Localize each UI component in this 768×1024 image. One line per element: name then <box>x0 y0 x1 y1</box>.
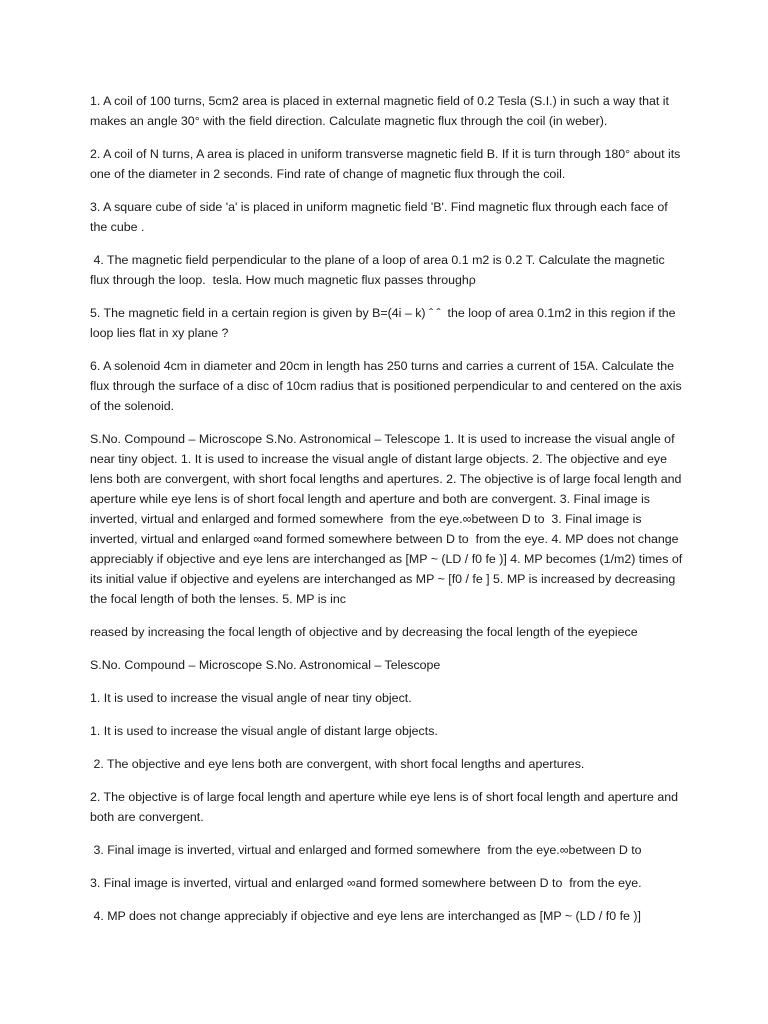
comparison-header: S.No. Compound – Microscope S.No. Astronomical – Telescope <box>90 658 441 672</box>
comparison-continuation: reased by increasing the focal length of objective and by decreasing the focal length of the eyepiece <box>90 625 638 639</box>
question-6: 6. A solenoid 4cm in diameter and 20cm in length has 250 turns and carries a current of 15A. Calculate the flux through the surface of a disc of 10cm radius that is positioned perpendicular to and centered on the axis of the solenoid. <box>90 359 686 413</box>
question-2: 2. A coil of N turns, A area is placed in uniform transverse magnetic field B. If it is turn through 180° about its one of the diameter in 2 seconds. Find rate of change of magnetic flux through the coil. <box>90 147 684 181</box>
microscope-point-1: 1. It is used to increase the visual angle of near tiny object. <box>90 691 412 705</box>
document-body <box>90 91 684 939</box>
telescope-point-2: 2. The objective is of large focal length and aperture while eye lens is of short focal length and aperture and both are convergent. <box>90 790 682 824</box>
telescope-point-3: 3. Final image is inverted, virtual and enlarged ∞and formed somewhere between D to from the eye. <box>90 876 642 890</box>
microscope-point-3: 3. Final image is inverted, virtual and enlarged and formed somewhere from the eye.∞between D to <box>90 843 642 857</box>
question-1: 1. A coil of 100 turns, 5cm2 area is placed in external magnetic field of 0.2 Tesla (S.I.) in such a way that it makes an angle 30° with the field direction. Calculate magnetic flux through the coil (in weber). <box>90 94 673 128</box>
comparison-paragraph: S.No. Compound – Microscope S.No. Astronomical – Telescope 1. It is used to increase the visual angle of near tiny object. 1. It is used to increase the visual angle of distant large objects. 2. The objective and eye lens both are convergent, with short focal lengths and apertures. 2. The objective is of large focal length and aperture while eye lens is of short focal length and aperture and both are convergent. 3. Final image is inverted, virtual and enlarged and formed somewhere from the eye.∞between D to 3. Final image is inverted, virtual and enlarged ∞and formed somewhere between D to from the eye. 4. MP does not change appreciably if objective and eye lens are interchanged as [MP ~ (LD / f0 fe )] 4. MP becomes (1/m2) times of its initial value if objective and eyelens are interchanged as MP ~ [f0 / fe ] 5. MP is increased by decreasing the focal length of both the lenses. 5. MP is inc <box>90 432 686 606</box>
microscope-point-4: 4. MP does not change appreciably if objective and eye lens are interchanged as [MP ~ (LD / f0 fe )] <box>90 909 641 923</box>
telescope-point-1: 1. It is used to increase the visual angle of distant large objects. <box>90 724 438 738</box>
microscope-point-2: 2. The objective and eye lens both are convergent, with short focal lengths and apertures. <box>90 757 585 771</box>
question-3: 3. A square cube of side 'a' is placed in uniform magnetic field 'B'. Find magnetic flux through each face of the cube . <box>90 200 672 234</box>
question-4: 4. The magnetic field perpendicular to the plane of a loop of area 0.1 m2 is 0.2 T. Calculate the magnetic flux through the loop. tesla. How much magnetic flux passes throughρ <box>90 253 669 287</box>
question-5: 5. The magnetic field in a certain region is given by B=(4i – k) ˆ ˆ the loop of area 0.1m2 in this region if the loop lies flat in xy plane ? <box>90 306 679 340</box>
